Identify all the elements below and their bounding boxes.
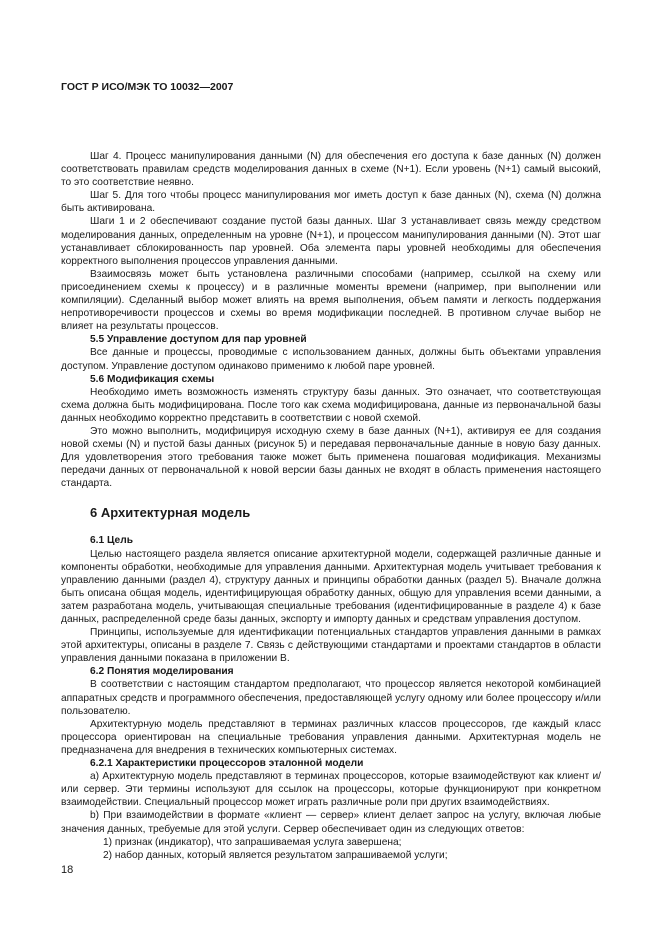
paragraph: Шаги 1 и 2 обеспечивают создание пустой базы данных. Шаг 3 устанавливает связь между средством моделирования данных, определенным на уровне (N+1), и процессом манипулирования данными (N). Этот шаг устанавливает сблокированность пар уровней. Оба элемента пары уровней необходимы для обеспечения корректного выполнения процессов управления данными. (61, 216, 601, 267)
page-number: 18 (61, 864, 74, 876)
subsection-heading: 5.6 Модификация схемы (90, 373, 215, 385)
paragraph: Необходимо иметь возможность изменять структуру базы данных. Это означает, что соответствующая схема должна быть модифицирована. После того как схема модифицирована, данные из первоначальной базы данных необходимо корректно представить в соответствии с новой схемой. (61, 386, 601, 424)
paragraph: а) Архитектурную модель представляют в терминах процессоров, которые взаимодействуют как клиент и/или сервер. Эти термины используют для ссылок на процессоры, которые функционируют при конкретном взаимодействии. Специальный процессор может играть различные роли при других взаимодействиях. (61, 771, 601, 809)
page-content (61, 150, 601, 862)
subsection-heading: 6.2.1 Характеристики процессоров эталонной модели (90, 758, 364, 770)
list-item: 1) признак (индикатор), что запрашиваемая услуга завершена; (103, 836, 402, 848)
document-header: ГОСТ Р ИСО/МЭК ТО 10032—2007 (61, 81, 234, 93)
paragraph: b) При взаимодействии в формате «клиент — сервер» клиент делает запрос на услугу, включая любые значения данных, требуемые для этой услуги. Сервер обеспечивает один из следующих ответов: (61, 810, 601, 835)
section-heading: 6 Архитектурная модель (90, 505, 251, 521)
paragraph: Это можно выполнить, модифицируя исходную схему в базе данных (N+1), активируя ее для создания новой схемы (N) и пустой базы данных (рисунок 5) и передавая первоначальные данные в новую базу данных. Для удовлетворения этого требования также может быть применена пошаговая модификация. Механизмы передачи данных от первоначальной к новой версии базы данных не входят в область применения настоящего стандарта. (61, 425, 601, 490)
paragraph: Шаг 5. Для того чтобы процесс манипулирования мог иметь доступ к базе данных (N), схема (N) должна быть активирована. (61, 190, 601, 215)
subsection-heading: 6.1 Цель (90, 535, 133, 547)
paragraph: Архитектурную модель представляют в терминах различных классов процессоров, где каждый класс процессора ориентирован на специальные требования управления данными. Архитектурная модель не предназначена для внедрения в технических компьютерных системах. (61, 718, 601, 756)
paragraph: Принципы, используемые для идентификации потенциальных стандартов управления данными в рамках этой архитектуры, описаны в разделе 7. Связь с действующими стандартами и проектами стандартов в области управления данными показана в приложении В. (61, 627, 601, 665)
paragraph: Все данные и процессы, проводимые с использованием данных, должны быть объектами управления доступом. Управление доступом одинаково применимо к любой паре уровней. (61, 347, 601, 372)
subsection-heading: 5.5 Управление доступом для пар уровней (90, 334, 307, 346)
paragraph: В соответствии с настоящим стандартом предполагают, что процессор является некоторой комбинацией аппаратных средств и программного обеспечения, предоставляющей услугу одному или более процессору и/или пользователю. (61, 679, 601, 717)
paragraph: Целью настоящего раздела является описание архитектурной модели, содержащей различные данные и компоненты обработки, необходимые для управления данными. Архитектурная модель учитывает требования к управлению данными (раздел 4), структуру данных и принципы обработки данных (раздел 5). Вначале должна быть описана общая модель, идентифицирующая обработку данных, общую для управления всеми данными, а затем разработана модель, учитывающая специальные требования (идентифицированные в разделе 4) к базе данных, распределенной среде базы данных, экспорту и импорту данных и средствам управления доступом. (61, 548, 601, 625)
paragraph: Шаг 4. Процесс манипулирования данными (N) для обеспечения его доступа к базе данных (N) должен соответствовать правилам средств моделирования данных в схеме (N+1). Если уровень (N+1) самый высокий, то это соответствие неявно. (61, 151, 601, 189)
list-item: 2) набор данных, который является результатом запрашиваемой услуги; (103, 849, 448, 861)
subsection-heading: 6.2 Понятия моделирования (90, 666, 234, 678)
paragraph: Взаимосвязь может быть установлена различными способами (например, ссылкой на схему или присоединением схемы к процессу) и в различные моменты времени (например, при выполнении или компиляции). Сделанный выбор может влиять на время выполнения, объем памяти и легкость поддержания непротиворечивости процессов и схемы во время модификации последней. В противном случае выбор не влияет на результаты процессов. (61, 268, 601, 333)
